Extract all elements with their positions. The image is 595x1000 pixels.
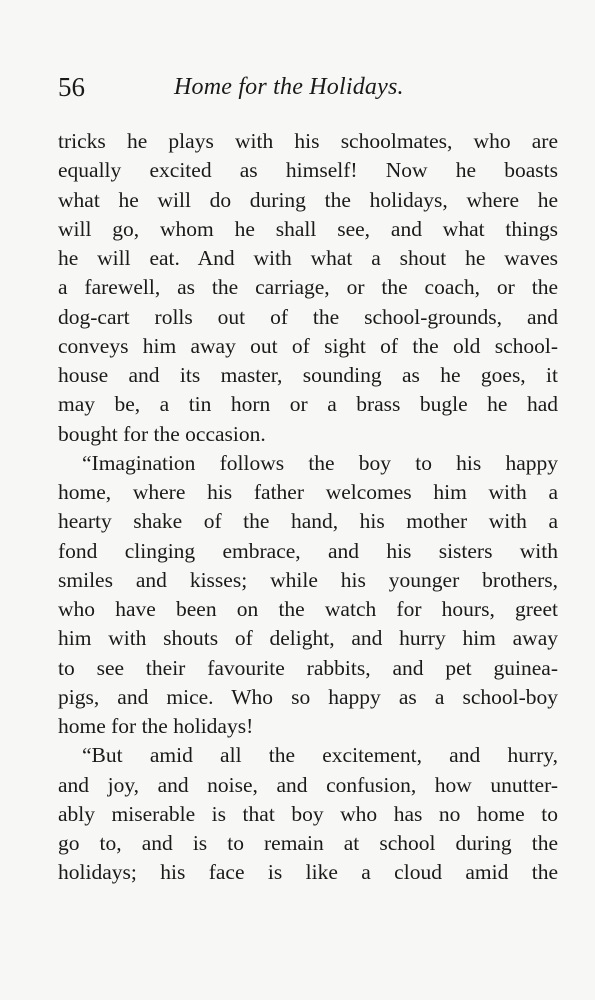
- text-line: a farewell, as the carriage, or the coach, or the: [58, 275, 558, 300]
- text-line: pigs, and mice. Who so happy as a school-boy: [58, 684, 558, 709]
- text-line: bought for the occasion.: [58, 421, 266, 446]
- text-line: may be, a tin horn or a brass bugle he had: [58, 392, 558, 417]
- text-line: to see their favourite rabbits, and pet guinea-: [58, 655, 558, 680]
- text-line: who have been on the watch for hours, greet: [58, 597, 558, 621]
- text-line: go to, and is to remain at school during the: [58, 831, 558, 855]
- running-title: Home for the Holidays.: [174, 74, 404, 100]
- text-line: “Imagination follows the boy to his happy: [82, 450, 558, 475]
- text-line: will go, whom he shall see, and what things: [58, 216, 558, 241]
- text-line: dog-cart rolls out of the school-grounds, and: [58, 304, 558, 329]
- text-line: home for the holidays!: [58, 714, 254, 738]
- text-line: holidays; his face is like a cloud amid the: [58, 860, 558, 885]
- text-line: fond clinging embrace, and his sisters with: [58, 538, 558, 563]
- text-line: what he will do during the holidays, where he: [58, 187, 558, 212]
- text-line: ably miserable is that boy who has no home to: [58, 801, 558, 826]
- text-line: him with shouts of delight, and hurry him away: [58, 626, 558, 651]
- body-text: [58, 127, 558, 888]
- text-line: smiles and kisses; while his younger brothers,: [58, 567, 558, 592]
- text-line: he will eat. And with what a shout he waves: [58, 246, 558, 270]
- text-line: equally excited as himself! Now he boasts: [58, 158, 558, 183]
- text-line: house and its master, sounding as he goes, it: [58, 363, 558, 387]
- text-line: hearty shake of the hand, his mother with a: [58, 509, 558, 534]
- text-line: conveys him away out of sight of the old school-: [58, 333, 558, 358]
- page-number: 56: [58, 72, 85, 102]
- text-line: home, where his father welcomes him with a: [58, 480, 558, 504]
- text-line: tricks he plays with his schoolmates, who are: [58, 129, 558, 153]
- running-head: [58, 70, 558, 104]
- text-line: and joy, and noise, and confusion, how unutter-: [58, 772, 558, 797]
- text-line: “But amid all the excitement, and hurry,: [82, 743, 558, 768]
